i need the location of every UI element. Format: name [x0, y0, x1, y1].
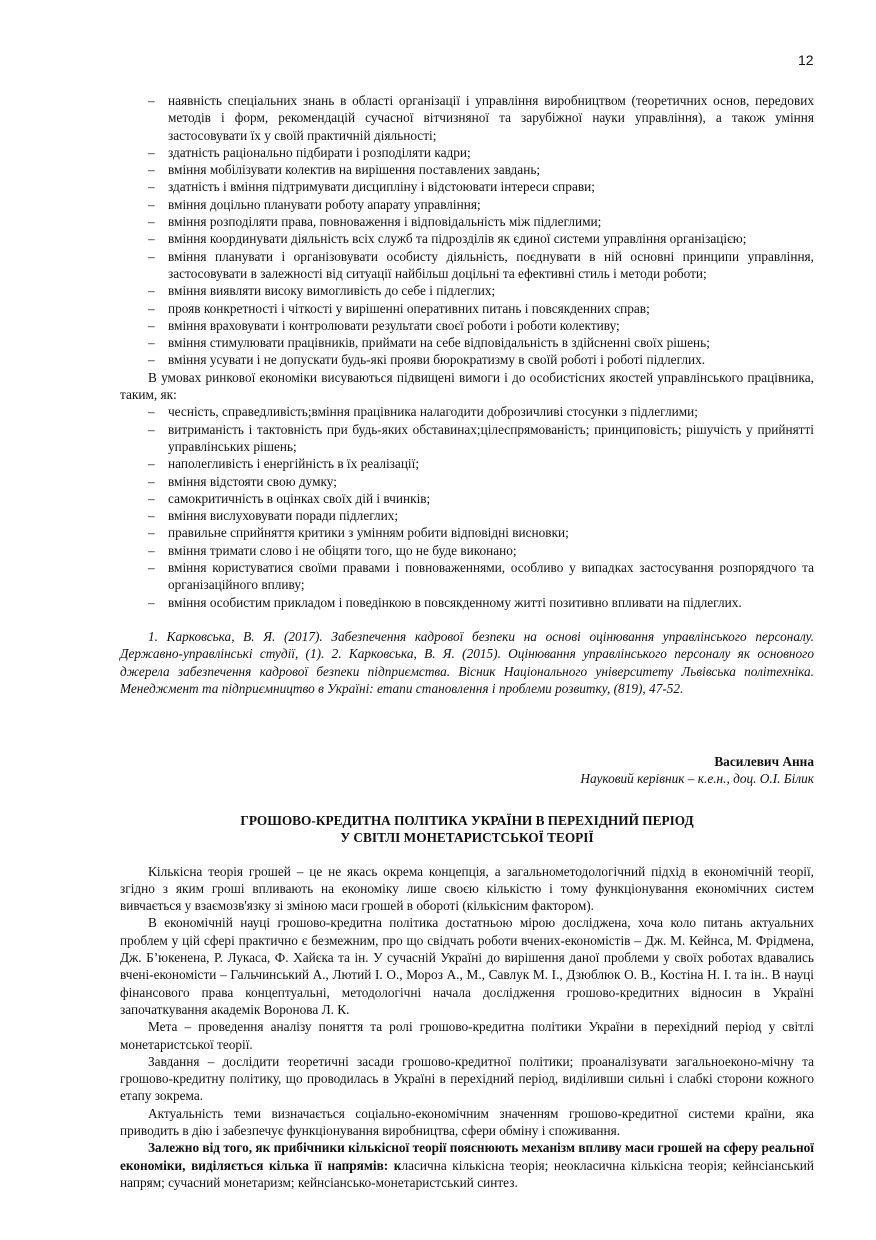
list-item-text: вміння усувати і не допускати будь-які прояви бюрократизму в своїй роботі і роботі підлеглих. — [168, 352, 706, 368]
list-item-text: самокритичність в оцінках своїх дій і вчинків; — [168, 490, 431, 506]
dash-bullet: – — [148, 594, 155, 610]
list-item — [148, 490, 814, 507]
list-item-text: наявність спеціальних знань в області організації і управління виробництвом (теоретичних основ, передових методів і форм, рекомендацій сучасної вітчизняної та зарубіжної науки управління), а також уміння застосовувати їх у своїй практичній діяльності; — [168, 93, 814, 143]
list-item-text: наполегливість і енергійність в їх реалізації; — [168, 456, 420, 472]
directions-text: ласична кількісна теорія; неокласична кількісна теорія; кейнсіанський напрям; сучасний монетаризм; кейнсіансько-монетаристський синтез. — [120, 1157, 815, 1190]
article-paragraph: Кількісна теорія грошей – це не якась окрема концепція, а загальнометодологічний підхід в економічній теорії, згідно з яким гроші впливають на економіку лише своєю кількістю і тому функціонування економічних систем вивчається у взаємозв'язку зі зміною маси грошей в обороті (кількісним фактором). — [120, 863, 814, 914]
list-item — [148, 213, 814, 230]
article-paragraph: Завдання – дослідити теоретичні засади грошово-кредитної політики; проаналізувати загальноеконо-мічну та грошово-кредитну політику, що проводилась в Україні в перехідний період, виділивши сильні і слабкі сторони кожного етапу зокрема. — [120, 1053, 814, 1104]
list-item-text: вміння розподіляти права, повноваження і відповідальність між підлеглими; — [168, 214, 602, 230]
author-name: Василевич Анна — [714, 754, 814, 769]
list-item-text: витриманість і тактовність при будь-яких обставинах;цілеспрямованість; принциповість; рішучість у прийнятті управлінських рішень; — [168, 421, 814, 454]
list-item-text: вміння доцільно планувати роботу апарату управління; — [168, 196, 481, 212]
dash-bullet: – — [148, 542, 155, 558]
dash-bullet: – — [148, 421, 155, 437]
dash-bullet: – — [148, 196, 155, 212]
list-item — [148, 351, 814, 368]
list-item — [148, 161, 814, 178]
list-item-text: чесність, справедливість;вміння працівника налагодити доброзичливі стосунки з підлеглими; — [168, 404, 698, 420]
list-item-text: вміння враховувати і контролювати результати своєї роботи і роботи колективу; — [168, 317, 620, 333]
list-item — [148, 421, 814, 456]
list-item — [148, 524, 814, 541]
list-item — [148, 92, 814, 144]
article-body — [120, 863, 814, 1192]
list-item — [148, 455, 814, 472]
list-item — [148, 300, 814, 317]
list-item — [148, 230, 814, 247]
list-item-text: правильне сприйняття критики з умінням робити відповідні висновки; — [168, 525, 569, 541]
list-item — [148, 178, 814, 195]
requirements-section — [120, 92, 814, 697]
list-item — [148, 559, 814, 594]
title-line-1: ГРОШОВО-КРЕДИТНА ПОЛІТИКА УКРАЇНИ В ПЕРЕХІДНИЙ ПЕРІОД — [240, 812, 694, 828]
dash-bullet: – — [148, 525, 155, 541]
list-item-text: вміння планувати і організовувати особисту діяльність, поєднувати в ній основні принципи управління, застосовувати в залежності від ситуації найбільш доцільні та ефективні стиль і методи роботи; — [168, 248, 814, 281]
dash-bullet: – — [148, 473, 155, 489]
dash-bullet: – — [148, 214, 155, 230]
list-item — [148, 403, 814, 420]
article-paragraph: Актуальність теми визначається соціально-економічним значенням грошово-кредитної системи країни, яка приводить в дію і забезпечує функціонування виробництва, сфери обміну і споживання. — [120, 1105, 814, 1139]
article-title — [120, 812, 814, 846]
article-paragraph: В економічній науці грошово-кредитна політика достатньою мірою досліджена, хоча коло питань актуальних проблем у цій сфері практично є безмежним, про що свідчать роботи вчених-економістів – Дж. М. Кейнса, М. Фрідмена, Дж. Б’юкенена, Р. Лукаса, Ф. Хайєка та ін. У сучасній Україні до вирішення даної проблеми у своїх роботах вдавались вчені-економісти – Гальчинський А., Лютий І. О., Мороз А., М., Савлук М. І., Дзюблюк О. В., Костіна Н. І. та ін.. В науці фінансового права концептуальні, методологічні начала дослідження грошово-кредитних відносин в Україні започаткування академік Воронова Л. К. — [120, 915, 814, 1017]
dash-bullet: – — [148, 352, 155, 368]
bold-lead: Залежно від того, як прибічники кількісної теорії пояснюють механізм впливу маси грошей на сферу реальної економіки, виділяється кілька її напрямів: к — [120, 1140, 814, 1173]
advisor: Науковий керівник – к.е.н., доц. О.І. Білик — [580, 771, 814, 787]
list-item — [148, 282, 814, 299]
list-item-text: вміння відстояти свою думку; — [168, 473, 337, 489]
list-item — [148, 144, 814, 161]
list-item — [148, 248, 814, 283]
list-item-text: вміння тримати слово і не обіцяти того, що не буде виконано; — [168, 542, 517, 558]
dash-bullet: – — [148, 162, 155, 178]
dash-bullet: – — [148, 456, 155, 472]
list-item-text: здатність раціонально підбирати і розподіляти кадри; — [168, 144, 471, 160]
list-item-text: вміння виявляти високу вимогливість до себе і підлеглих; — [168, 283, 496, 299]
references: 1. Карковська, В. Я. (2017). Забезпечення кадрової безпеки на основі оцінювання управлінського персоналу. Державно-управлінські студії, (1). 2. Карковська, В. Я. (2015). Оцінювання управлінського персоналу як основного джерела забезпечення кадрової безпеки підприємства. Вісник Національного університету Львівська політехніка. Менеджмент та підприємництво в Україні: етапи становлення і проблеми розвитку, (819), 47-52. — [120, 628, 814, 696]
dash-bullet: – — [148, 335, 155, 351]
list-item-text: вміння стимулювати працівників, приймати на себе відповідальність в здійсненні своїх рішень; — [168, 335, 710, 351]
list-item — [148, 473, 814, 490]
dash-bullet: – — [148, 179, 155, 195]
paragraph-personal-qualities: В умовах ринкової економіки висуваються підвищені вимоги і до особистісних якостей управлінського працівника, таким, як: — [120, 369, 814, 403]
list-item — [148, 196, 814, 213]
dash-bullet: – — [148, 490, 155, 506]
article-paragraph: Мета – проведення аналізу поняття та ролі грошово-кредитна політики України в перехідний період у світлі монетаристської теорії. — [120, 1019, 814, 1052]
title-line-2: У СВІТЛІ МОНЕТАРИСТСЬКОЇ ТЕОРІЇ — [340, 829, 594, 845]
list-item — [148, 507, 814, 524]
dash-bullet: – — [148, 283, 155, 299]
dash-bullet: – — [148, 404, 155, 420]
list-item-text: здатність і вміння підтримувати дисципліну і відстоювати інтереси справи; — [168, 179, 595, 195]
list-item — [148, 594, 814, 611]
list-item-text: вміння координувати діяльність всіх служб та підрозділів як єдиної системи управління організацією; — [168, 231, 747, 247]
article — [120, 753, 814, 1191]
list-item — [148, 317, 814, 334]
dash-bullet: – — [148, 93, 155, 108]
list-item-text: вміння мобілізувати колектив на вирішення поставлених завдань; — [168, 162, 541, 178]
requirements-list — [120, 92, 814, 369]
dash-bullet: – — [148, 231, 155, 247]
list-item — [148, 542, 814, 559]
list-item-text: вміння користуватися своїми правами і повноваженнями, особливо у випадках застосування розпорядчого та організаційного впливу; — [168, 560, 814, 593]
dash-bullet: – — [148, 144, 155, 160]
dash-bullet: – — [148, 248, 155, 264]
dash-bullet: – — [148, 560, 155, 576]
page-number: 12 — [798, 52, 814, 68]
list-item-text: вміння вислуховувати поради підлеглих; — [168, 508, 399, 524]
article-paragraph-directions — [120, 1139, 814, 1191]
dash-bullet: – — [148, 508, 155, 524]
dash-bullet: – — [148, 300, 155, 316]
dash-bullet: – — [148, 317, 155, 333]
list-item — [148, 334, 814, 351]
list-item-text: вміння особистим прикладом і поведінкою в повсякденному житті позитивно впливати на підлеглих. — [168, 594, 742, 610]
qualities-list — [120, 403, 814, 611]
list-item-text: прояв конкретності і чіткості у вирішенні оперативних питань і повсякденних справ; — [168, 300, 650, 316]
